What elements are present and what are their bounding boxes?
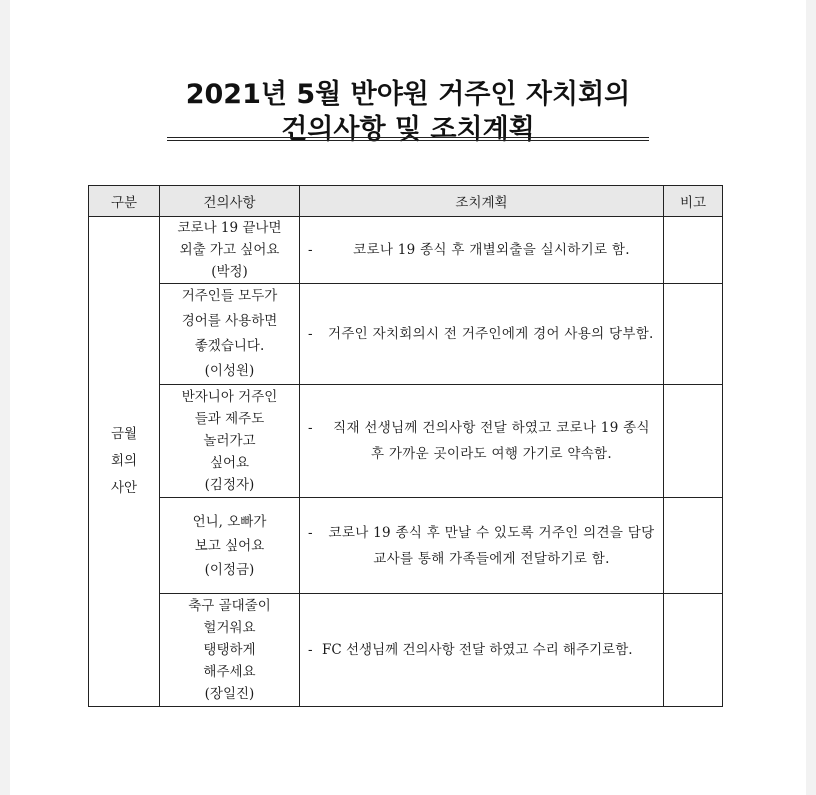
title-underline-double [167, 140, 649, 141]
suggestion-author: (이성원) [204, 363, 255, 379]
suggestion-line: 코로나 19 끝나면 [177, 220, 282, 236]
note-cell [664, 284, 723, 385]
suggestion-line: 거주인들 모두가 [181, 288, 278, 304]
header-category: 구분 [89, 186, 160, 217]
suggestion-cell [160, 594, 300, 707]
header-suggestion: 건의사항 [160, 186, 300, 217]
action-cell [300, 284, 664, 385]
table-row [89, 217, 723, 284]
note-cell [664, 498, 723, 594]
suggestion-cell [160, 217, 300, 284]
list-dash: - [308, 642, 313, 658]
table-row [89, 498, 723, 594]
note-cell [664, 217, 723, 284]
header-note: 비고 [664, 186, 723, 217]
suggestion-line: 경어를 사용하면 [181, 313, 278, 329]
suggestion-line: 외출 가고 싶어요 [179, 242, 280, 258]
suggestion-line: 보고 싶어요 [194, 537, 265, 554]
action-text: 코로나 19 종식 후 만날 수 있도록 거주인 의견을 담당 교사를 통해 가족들에게 전달하기로 함. [328, 524, 655, 567]
suggestion-line: 축구 골대줄이 [188, 598, 271, 614]
suggestion-cell [160, 385, 300, 498]
suggestion-line: 탱탱하게 [203, 642, 256, 658]
table-row [89, 385, 723, 498]
suggestion-line: 싶어요 [209, 455, 250, 471]
document-title-line2: 건의사항 및 조치계획 [281, 114, 535, 145]
list-dash: - [308, 524, 313, 541]
suggestion-line: 언니, 오빠가 [192, 513, 267, 530]
category-line: 금월 [110, 426, 138, 442]
suggestion-author: (박정) [211, 264, 248, 280]
suggestion-line: 놀러가고 [203, 433, 256, 449]
suggestion-line: 반자니아 거주인 [181, 389, 278, 405]
list-dash: - [308, 242, 313, 258]
category-line: 회의 [110, 453, 138, 469]
suggestion-cell [160, 498, 300, 594]
suggestion-cell [160, 284, 300, 385]
suggestion-line: 헐거워요 [203, 620, 256, 636]
action-text: FC 선생님께 건의사항 전달 하였고 수리 해주기로함. [322, 642, 633, 658]
action-cell [300, 498, 664, 594]
document-title-line1: 2021년 5월 반야원 거주인 자치회의 [185, 79, 631, 110]
category-cell [89, 217, 160, 707]
note-cell [664, 385, 723, 498]
action-text: 거주인 자치회의시 전 거주인에게 경어 사용의 당부함. [328, 326, 654, 342]
suggestion-author: (이정금) [204, 561, 255, 578]
action-text: 코로나 19 종식 후 개별외출을 실시하기로 함. [353, 242, 630, 258]
list-dash: - [308, 326, 313, 342]
title-underline [167, 137, 649, 138]
suggestion-author: (장일진) [204, 686, 255, 702]
note-cell [664, 594, 723, 707]
action-text: 직재 선생님께 건의사항 전달 하였고 코로나 19 종식 후 가까운 곳이라도 여행 가기로 약속함. [333, 420, 650, 462]
suggestion-line: 좋겠습니다. [194, 338, 265, 354]
suggestion-author: (김정자) [204, 477, 255, 493]
table-row [89, 594, 723, 707]
table-header-row [89, 186, 723, 217]
action-cell [300, 594, 664, 707]
suggestion-line: 해주세요 [203, 664, 256, 680]
category-line: 사안 [110, 480, 138, 496]
header-action: 조치계획 [300, 186, 664, 217]
table-row [89, 284, 723, 385]
suggestion-action-table [88, 185, 723, 707]
suggestion-line: 들과 제주도 [194, 411, 265, 427]
action-cell [300, 217, 664, 284]
action-cell [300, 385, 664, 498]
document-page [10, 0, 806, 795]
list-dash: - [308, 420, 313, 436]
